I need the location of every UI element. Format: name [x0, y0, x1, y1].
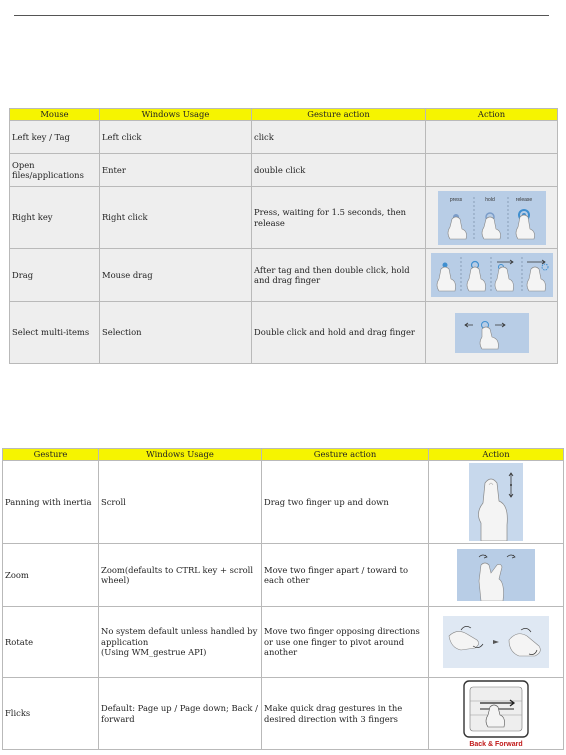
gesture-cell: Zoom: [3, 544, 99, 607]
mouse-cell: Open files/applications: [10, 154, 100, 187]
touch-gesture-table: [2, 448, 564, 750]
gesture-cell: Rotate: [3, 607, 99, 678]
table-row: [3, 461, 564, 544]
drag-sequence-icon: [431, 253, 553, 297]
gesture-cell: click: [252, 121, 426, 154]
col-header-gesture: Gesture: [3, 449, 99, 461]
flicks-caption: Back & Forward: [469, 740, 523, 748]
press-hold-release-icon: [438, 191, 546, 245]
mouse-cell: Drag: [10, 249, 100, 302]
mouse-cell: Left key / Tag: [10, 121, 100, 154]
table-row: [10, 249, 558, 302]
usage-cell: Zoom(defaults to CTRL key + scroll wheel): [99, 544, 262, 607]
action-cell: [426, 249, 558, 302]
caption-hold: hold: [484, 196, 495, 203]
action-cell: [426, 302, 558, 364]
caption-release: release: [515, 196, 532, 203]
mouse-cell: Select multi-items: [10, 302, 100, 364]
action-cell: [429, 678, 564, 750]
rotate-two-finger-icon: [443, 616, 549, 668]
table-row: [3, 607, 564, 678]
gesture-cell: Flicks: [3, 678, 99, 750]
caption-press: press: [449, 196, 462, 203]
table-row: [10, 154, 558, 187]
action-cell: [429, 461, 564, 544]
usage-cell: Selection: [100, 302, 252, 364]
col-header-gesture-action: Gesture action: [252, 109, 426, 121]
usage-cell: Mouse drag: [100, 249, 252, 302]
usage-cell: Right click: [100, 187, 252, 249]
col-header-gesture-action: Gesture action: [262, 449, 429, 461]
action-cell: [426, 154, 558, 187]
action-text-cell: Move two finger opposing directions or use one finger to pivot around another: [262, 607, 429, 678]
action-text-cell: Make quick drag gestures in the desired direction with 3 fingers: [262, 678, 429, 750]
flick-back-forward-icon: [460, 679, 532, 749]
gesture-cell: Panning with inertia: [3, 461, 99, 544]
usage-cell: No system default unless handled by application (Using WM_gestrue API): [99, 607, 262, 678]
col-header-windows-usage: Windows Usage: [100, 109, 252, 121]
usage-cell: Enter: [100, 154, 252, 187]
gesture-cell: double click: [252, 154, 426, 187]
col-header-windows-usage: Windows Usage: [99, 449, 262, 461]
table-row: [10, 121, 558, 154]
select-drag-icon: [455, 313, 529, 353]
gesture-cell: Double click and hold and drag finger: [252, 302, 426, 364]
action-cell: [429, 544, 564, 607]
table-row: [3, 678, 564, 750]
table-row: [3, 544, 564, 607]
gesture-cell: After tag and then double click, hold and drag finger: [252, 249, 426, 302]
pan-two-finger-icon: [469, 463, 523, 541]
table-row: [10, 302, 558, 364]
col-header-action: Action: [426, 109, 558, 121]
mouse-gesture-table: [9, 108, 558, 364]
usage-cell: Scroll: [99, 461, 262, 544]
top-rule: [14, 15, 549, 16]
action-text-cell: Move two finger apart / toward to each other: [262, 544, 429, 607]
action-cell: [426, 187, 558, 249]
col-header-mouse: Mouse: [10, 109, 100, 121]
col-header-action: Action: [429, 449, 564, 461]
action-cell: [429, 607, 564, 678]
header-row: [3, 449, 564, 461]
zoom-pinch-icon: [457, 549, 535, 601]
action-cell: [426, 121, 558, 154]
usage-cell: Default: Page up / Page down; Back / forward: [99, 678, 262, 750]
mouse-cell: Right key: [10, 187, 100, 249]
header-row: [10, 109, 558, 121]
table-row: [10, 187, 558, 249]
usage-cell: Left click: [100, 121, 252, 154]
action-text-cell: Drag two finger up and down: [262, 461, 429, 544]
gesture-cell: Press, waiting for 1.5 seconds, then release: [252, 187, 426, 249]
